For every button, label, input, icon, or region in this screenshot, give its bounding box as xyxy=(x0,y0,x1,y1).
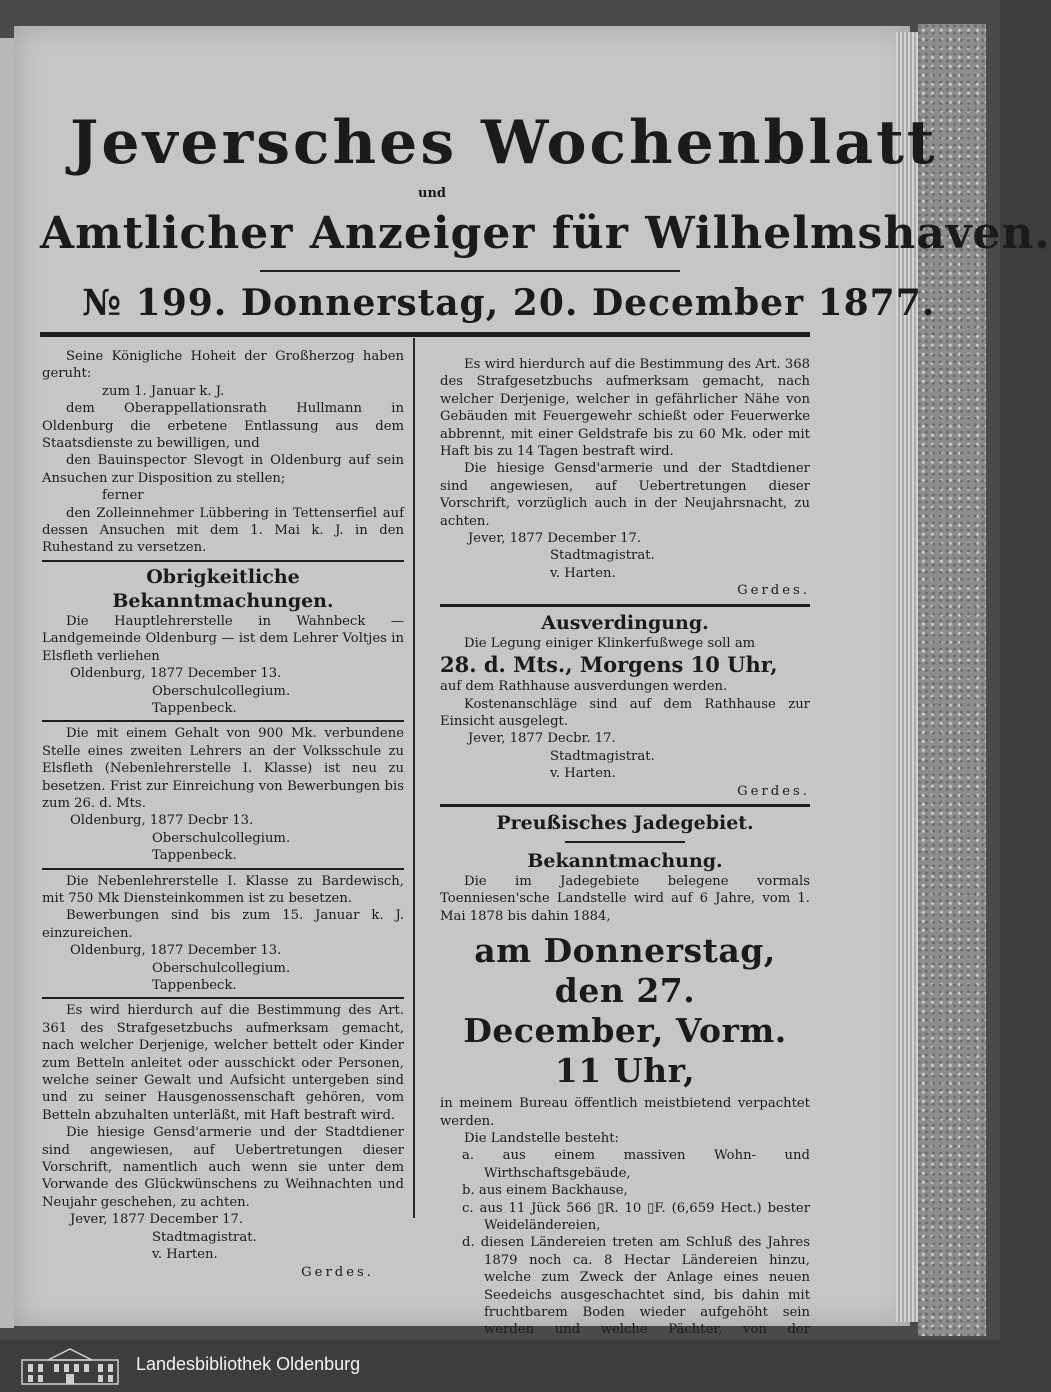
notice-1-authority: Oberschulcollegium. xyxy=(152,683,291,699)
ausverdingung-clerk: Gerdes. xyxy=(737,783,810,799)
right-column xyxy=(440,356,810,1356)
bekanntmachung-list-intro: Die Landstelle besteht: xyxy=(464,1130,619,1146)
notice-4-text2: Die hiesige Gensd'armerie und der Stadtdiener sind angewiesen, auf Uebertretungen dieser Vorschrift, namentlich auch wenn sie unter dem Vorwande des Glückwünschens zu Weihnachten und Neujahr geschehen, zu achten. xyxy=(42,1125,404,1210)
notice-4-authority: Stadtmagistrat. xyxy=(152,1229,257,1245)
divider xyxy=(440,804,810,807)
ausverdingung-text2: Kostenanschläge sind auf dem Rathhause zur Einsicht ausgelegt. xyxy=(440,696,810,729)
bekanntmachung-date-1: am Donnerstag, den 27. xyxy=(474,931,776,1011)
left-column xyxy=(42,348,404,1281)
masthead-und: und xyxy=(418,186,446,201)
masthead-subtitle: Amtlicher Anzeiger für Wilhelmshaven. xyxy=(40,208,1051,259)
divider xyxy=(42,868,404,870)
bekanntmachung-text: in meinem Bureau öffentlich meistbietend verpachtet werden. xyxy=(440,1096,810,1129)
facing-page-edge xyxy=(0,38,14,1328)
divider xyxy=(42,560,404,562)
royal-p1: dem Oberappellationsrath Hullmann in Oldenburg die erbetene Entlassung aus dem Staatsdienste zu bewilligen, und xyxy=(42,401,404,452)
notice-r1-clerk: Gerdes. xyxy=(737,583,810,599)
notice-4-clerk: Gerdes. xyxy=(301,1264,374,1280)
list-item: b. aus einem Backhause, xyxy=(462,1183,628,1199)
masthead-title: Jeversches Wochenblatt xyxy=(70,108,938,178)
list-item: c. aus 11 Jück 566 ▯R. 10 ▯F. (6,659 Hect.) bester Weideländereien, xyxy=(462,1200,810,1233)
royal-p2: den Bauinspector Slevogt in Oldenburg auf sein Ansuchen zur Disposition zu stellen; xyxy=(42,453,404,486)
list-item: a. aus einem massiven Wohn- und Wirthschaftsgebäude, xyxy=(462,1148,810,1181)
library-building-icon xyxy=(18,1346,122,1386)
notice-3-sign: Tappenbeck. xyxy=(152,978,237,993)
ausverdingung-intro: Die Legung einiger Klinkerfußwege soll am xyxy=(464,635,756,651)
short-divider xyxy=(565,841,685,843)
divider xyxy=(42,997,404,999)
notice-2-sign: Tappenbeck. xyxy=(152,848,237,864)
column-divider xyxy=(413,338,415,1218)
notice-1-text: Die Hauptlehrerstelle in Wahnbeck — Landgemeinde Oldenburg — ist dem Lehrer Voltjes in Elsfleth verliehen xyxy=(42,613,404,664)
notice-1-place: Oldenburg, 1877 December 13. xyxy=(70,666,282,682)
masthead-rule xyxy=(260,270,680,272)
divider xyxy=(440,604,810,607)
masthead-thick-rule xyxy=(40,332,810,337)
ausverdingung-text: auf dem Rathhause ausverdungen werden. xyxy=(440,679,728,695)
notice-r1-text: Es wird hierdurch auf die Bestimmung des Art. 368 des Strafgesetzbuchs aufmerksam gemacht, nach welcher Derjenige, welcher in gefährlicher Nähe von Gebäuden mit Feuergewehr schießt oder Feuerwerke abbrennt, mit einer Geldstrafe bis zu 60 Mk. oder mit Haft bis zu 14 Tagen bestraft wird. xyxy=(440,357,810,460)
notice-r1-authority: Stadtmagistrat. xyxy=(550,548,655,564)
ausverdingung-date: 28. d. Mts., Morgens 10 Uhr, xyxy=(440,652,778,678)
royal-intro: Seine Königliche Hoheit der Großherzog haben geruht: xyxy=(42,349,404,382)
ausverdingung-authority: Stadtmagistrat. xyxy=(550,748,655,764)
notice-2-authority: Oberschulcollegium. xyxy=(152,830,291,846)
official-heading: Obrigkeitliche Bekanntmachungen. xyxy=(112,565,334,612)
footer-bar xyxy=(0,1340,1000,1392)
notice-r1-place: Jever, 1877 December 17. xyxy=(468,531,642,547)
notice-2-place: Oldenburg, 1877 Decbr 13. xyxy=(70,813,254,829)
royal-date: zum 1. Januar k. J. xyxy=(102,383,225,399)
royal-ferner: ferner xyxy=(102,488,144,504)
issue-line: № 199. Donnerstag, 20. December 1877. xyxy=(82,282,936,324)
notice-4-sign: v. Harten. xyxy=(152,1247,218,1263)
notice-1-sign: Tappenbeck. xyxy=(152,700,237,716)
divider xyxy=(42,720,404,722)
ausverdingung-heading: Ausverdingung. xyxy=(541,611,709,634)
notice-2-text: Die mit einem Gehalt von 900 Mk. verbundene Stelle eines zweiten Lehrers an der Volksschule zu Elsfleth (Nebenlehrerstelle I. Klasse) ist neu zu besetzen. Frist zur Einreichung von Bewerbungen bis zum 26. d. Mts. xyxy=(42,726,404,811)
notice-4-text: Es wird hierdurch auf die Bestimmung des Art. 361 des Strafgesetzbuchs aufmerksam gemacht, nach welcher Derjenige, welcher bettelt oder Kinder zum Betteln anleitet oder ausschickt oder Personen, welche seiner Gewalt und Aufsicht untergeben sind und zu seiner Hausgenossenschaft gehören, vom Betteln abzuhalten unterläßt, mit Haft bestraft wird. xyxy=(42,1003,404,1123)
royal-p3: den Zolleinnehmer Lübbering in Tettenserfiel auf dessen Ansuchen mit dem 1. Mai k. J. in den Ruhestand zu versetzen. xyxy=(42,505,404,556)
notice-4-place: Jever, 1877 December 17. xyxy=(70,1212,244,1228)
notice-3-text2: Bewerbungen sind bis zum 15. Januar k. J. einzureichen. xyxy=(42,908,404,941)
list-item: d. diesen Ländereien treten am Schluß des Jahres 1879 noch ca. 8 Hectar Ländereien hinzu, welche zum Zweck der Anlage eines neuen Seedeichs ausgeschachtet sind, bis dahin mit fruchtbarem Boden wieder aufgehöht sein werden und welche Pächter, von der xyxy=(462,1235,810,1338)
bekanntmachung-date-2: December, Vorm. 11 Uhr, xyxy=(463,1011,787,1091)
notice-r1-sign: v. Harten. xyxy=(550,565,616,581)
notice-r1-text2: Die hiesige Gensd'armerie und der Stadtdiener sind angewiesen, auf Uebertretungen dieser Vorschrift, vorzüglich auch in der Neujahrsnacht, zu achten. xyxy=(440,461,810,529)
ausverdingung-sign: v. Harten. xyxy=(550,766,616,782)
notice-3-authority: Oberschulcollegium. xyxy=(152,960,291,976)
jadegebiet-heading: Preußisches Jadegebiet. xyxy=(496,811,754,834)
bekanntmachung-heading: Bekanntmachung. xyxy=(527,849,723,872)
notice-3-place: Oldenburg, 1877 December 13. xyxy=(70,943,282,959)
ausverdingung-place: Jever, 1877 Decbr. 17. xyxy=(468,731,616,747)
library-name: Landesbibliothek Oldenburg xyxy=(136,1354,361,1374)
notice-3-text: Die Nebenlehrerstelle I. Klasse zu Bardewisch, mit 750 Mk Diensteinkommen ist zu besetzen. xyxy=(42,873,404,906)
bekanntmachung-intro: Die im Jadegebiete belegene vormals Toenniesen'sche Landstelle wird auf 6 Jahre, vom 1. Mai 1878 bis dahin 1884, xyxy=(440,873,810,924)
